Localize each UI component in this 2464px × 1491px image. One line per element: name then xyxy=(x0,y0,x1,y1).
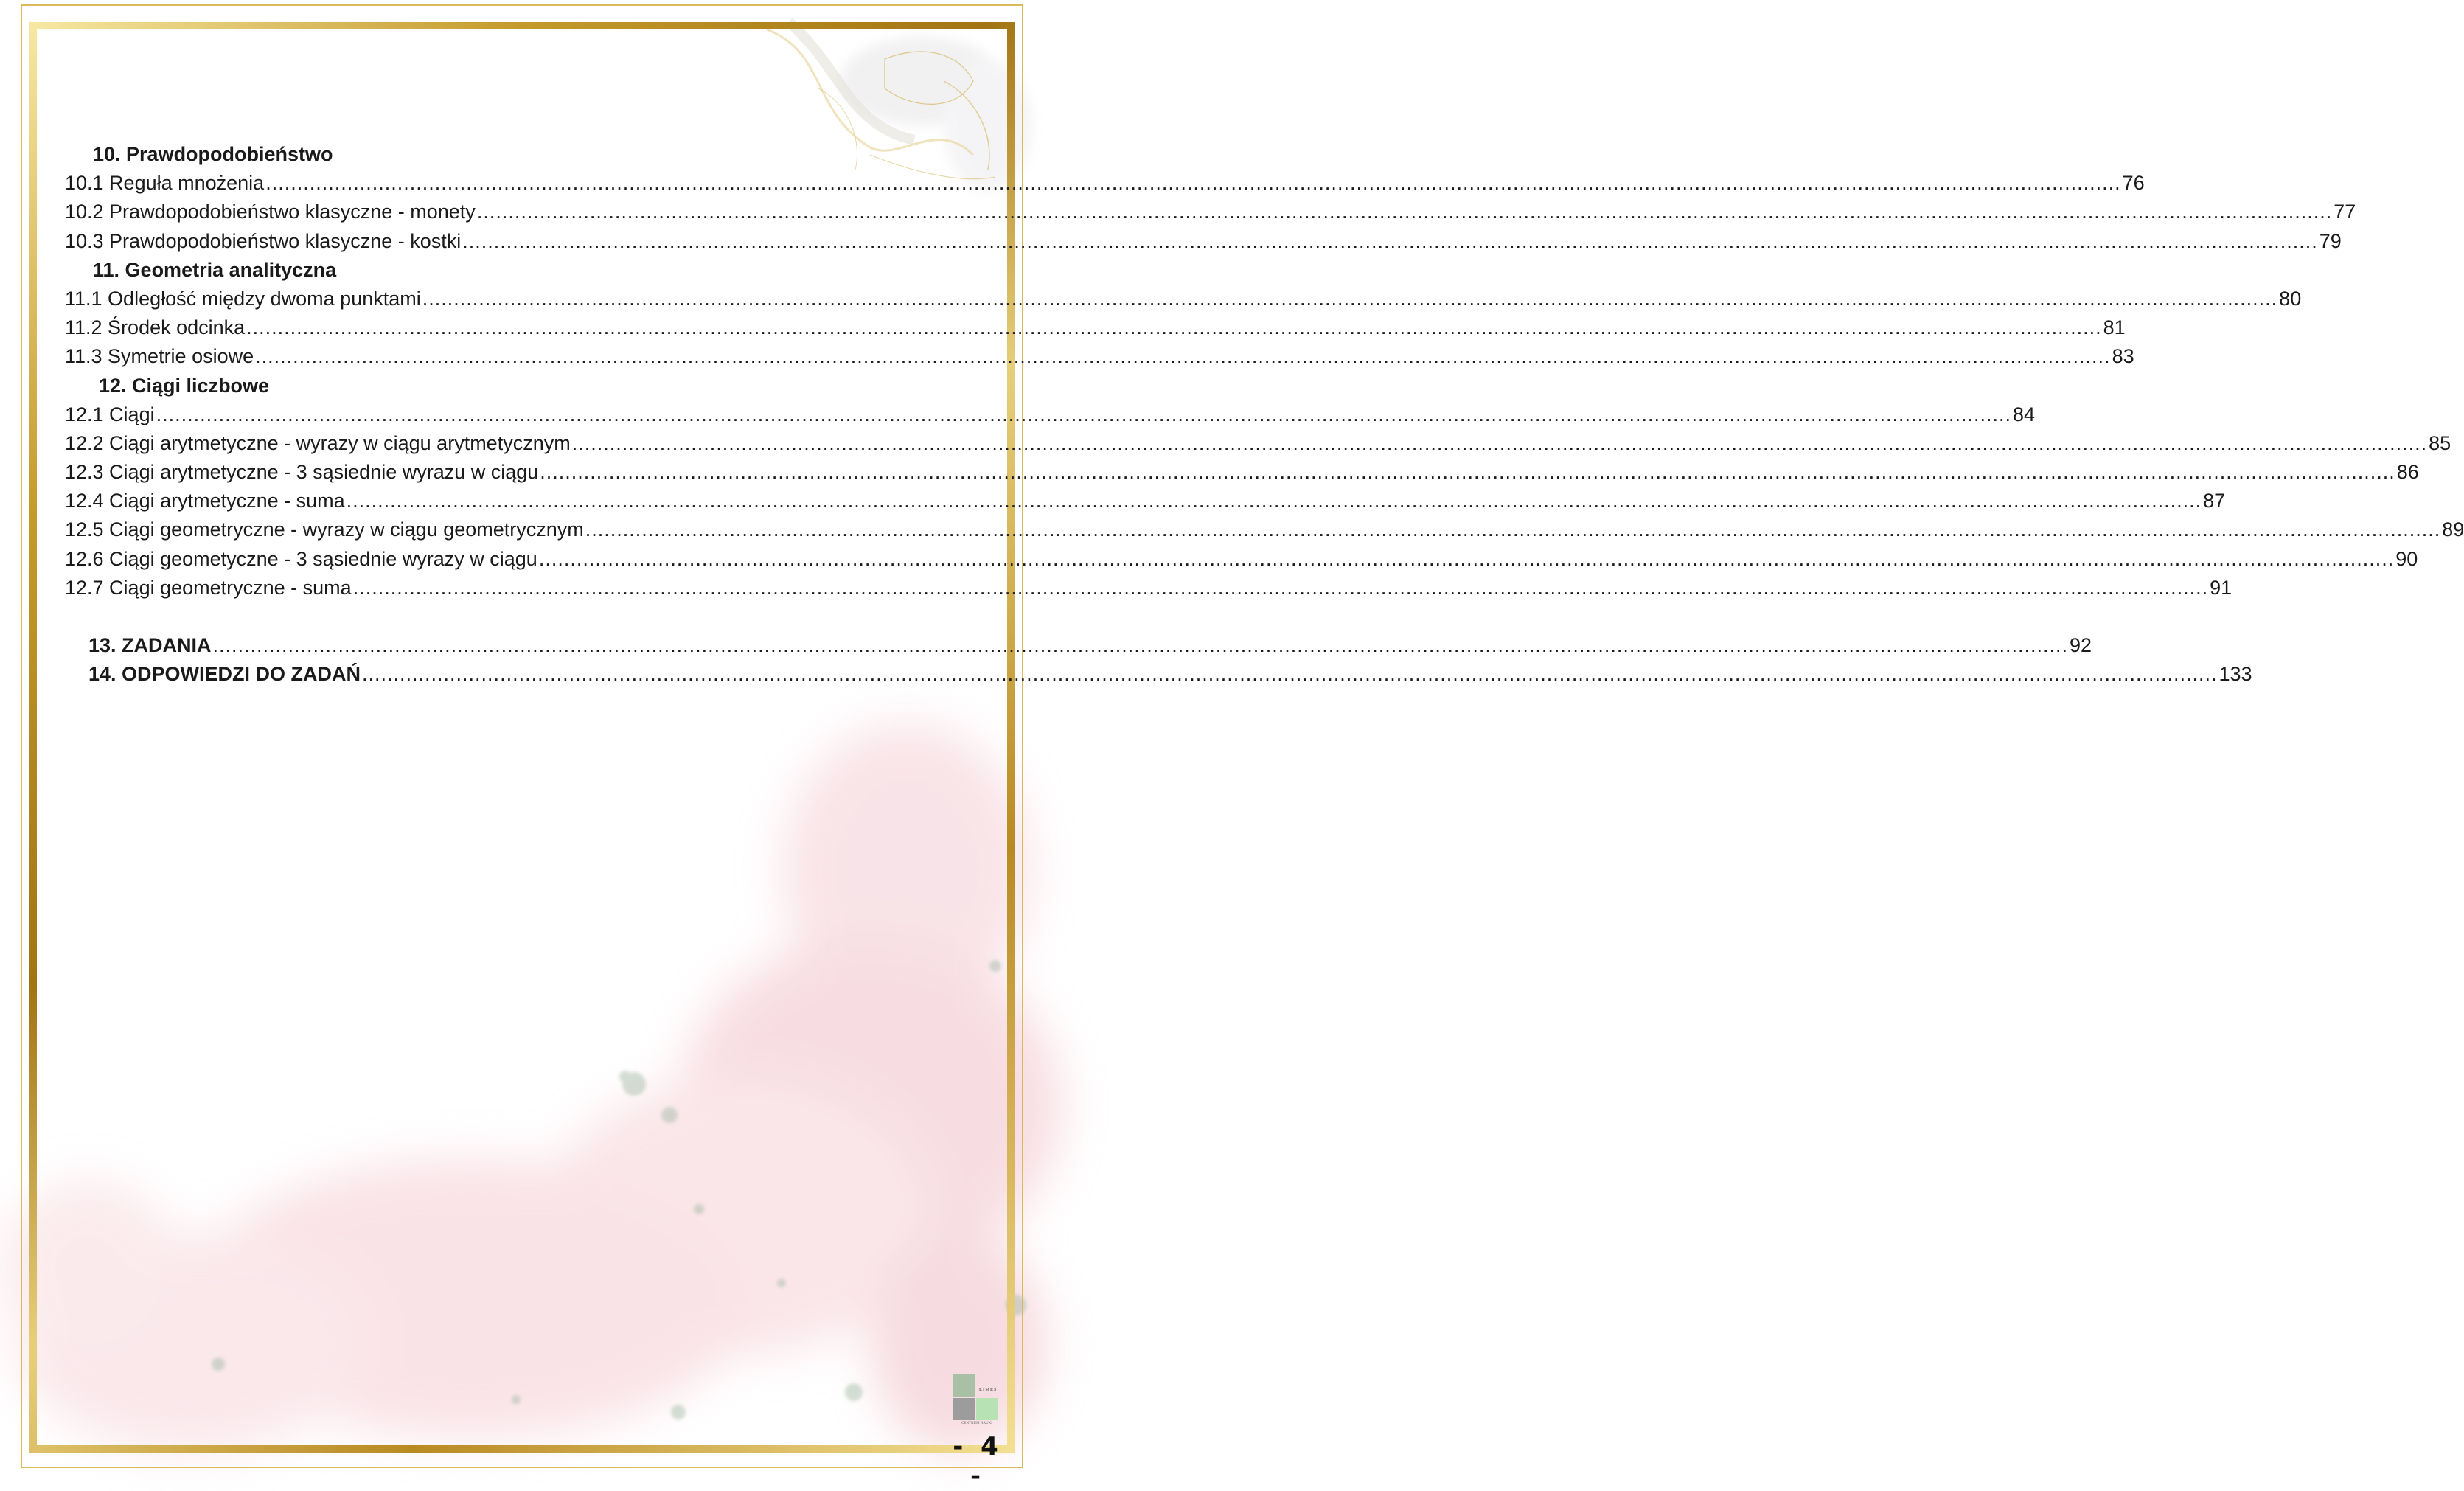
toc-entry[interactable]: 11.2 Środek odcinka ..... 81 xyxy=(65,313,979,342)
page-number: - 4 - xyxy=(953,1432,1003,1491)
toc-entry-zadania[interactable]: 13. ZADANIA ..... 92 xyxy=(65,631,979,660)
logo-text: LIMES xyxy=(979,1388,998,1392)
toc-entry[interactable]: 12.5 Ciągi geometryczne - wyrazy w ciągu geometrycznym ..... 89 xyxy=(65,515,979,544)
toc-entry[interactable]: 10.2 Prawdopodobieństwo klasyczne - monety ..... 77 xyxy=(65,198,979,226)
toc-entry[interactable]: 12.7 Ciągi geometryczne - suma ..... 91 xyxy=(65,574,979,602)
toc-entry[interactable]: 11.3 Symetrie osiowe ..... 83 xyxy=(65,342,979,371)
toc-entry[interactable]: 12.1 Ciągi ..... 84 xyxy=(65,400,979,429)
section-heading: 11. Geometria analityczna xyxy=(93,258,337,281)
toc-entry[interactable]: 12.2 Ciągi arytmetyczne - wyrazy w ciągu arytmetycznym ..... 85 xyxy=(65,429,979,458)
section-heading: 12. Ciągi liczbowe xyxy=(99,374,270,397)
toc-entry[interactable]: 12.6 Ciągi geometyczne - 3 sąsiednie wyrazy w ciągu ..... 90 xyxy=(65,545,979,574)
limes-logo xyxy=(953,1374,1001,1425)
section-heading: 10. Prawdopodobieństwo xyxy=(93,143,333,165)
toc-entry[interactable]: 12.3 Ciągi arytmetyczne - 3 sąsiednie wyrazu w ciągu ..... 86 xyxy=(65,458,979,487)
toc-entry[interactable]: 12.4 Ciągi arytmetyczne - suma ..... 87 xyxy=(65,487,979,515)
table-of-contents xyxy=(65,140,2464,689)
toc-entry[interactable]: 10.1 Reguła mnożenia ..... 76 xyxy=(65,169,979,198)
toc-entry[interactable]: 11.1 Odległość między dwoma punktami ..... 80 xyxy=(65,285,979,313)
toc-entry-odpowiedzi[interactable]: 14. ODPOWIEDZI DO ZADAŃ ..... 133 xyxy=(65,660,979,689)
logo-subtext: CENTRUM NAUKI xyxy=(961,1422,992,1425)
toc-entry[interactable]: 10.3 Prawdopodobieństwo klasyczne - kostki ..... 79 xyxy=(65,227,979,256)
